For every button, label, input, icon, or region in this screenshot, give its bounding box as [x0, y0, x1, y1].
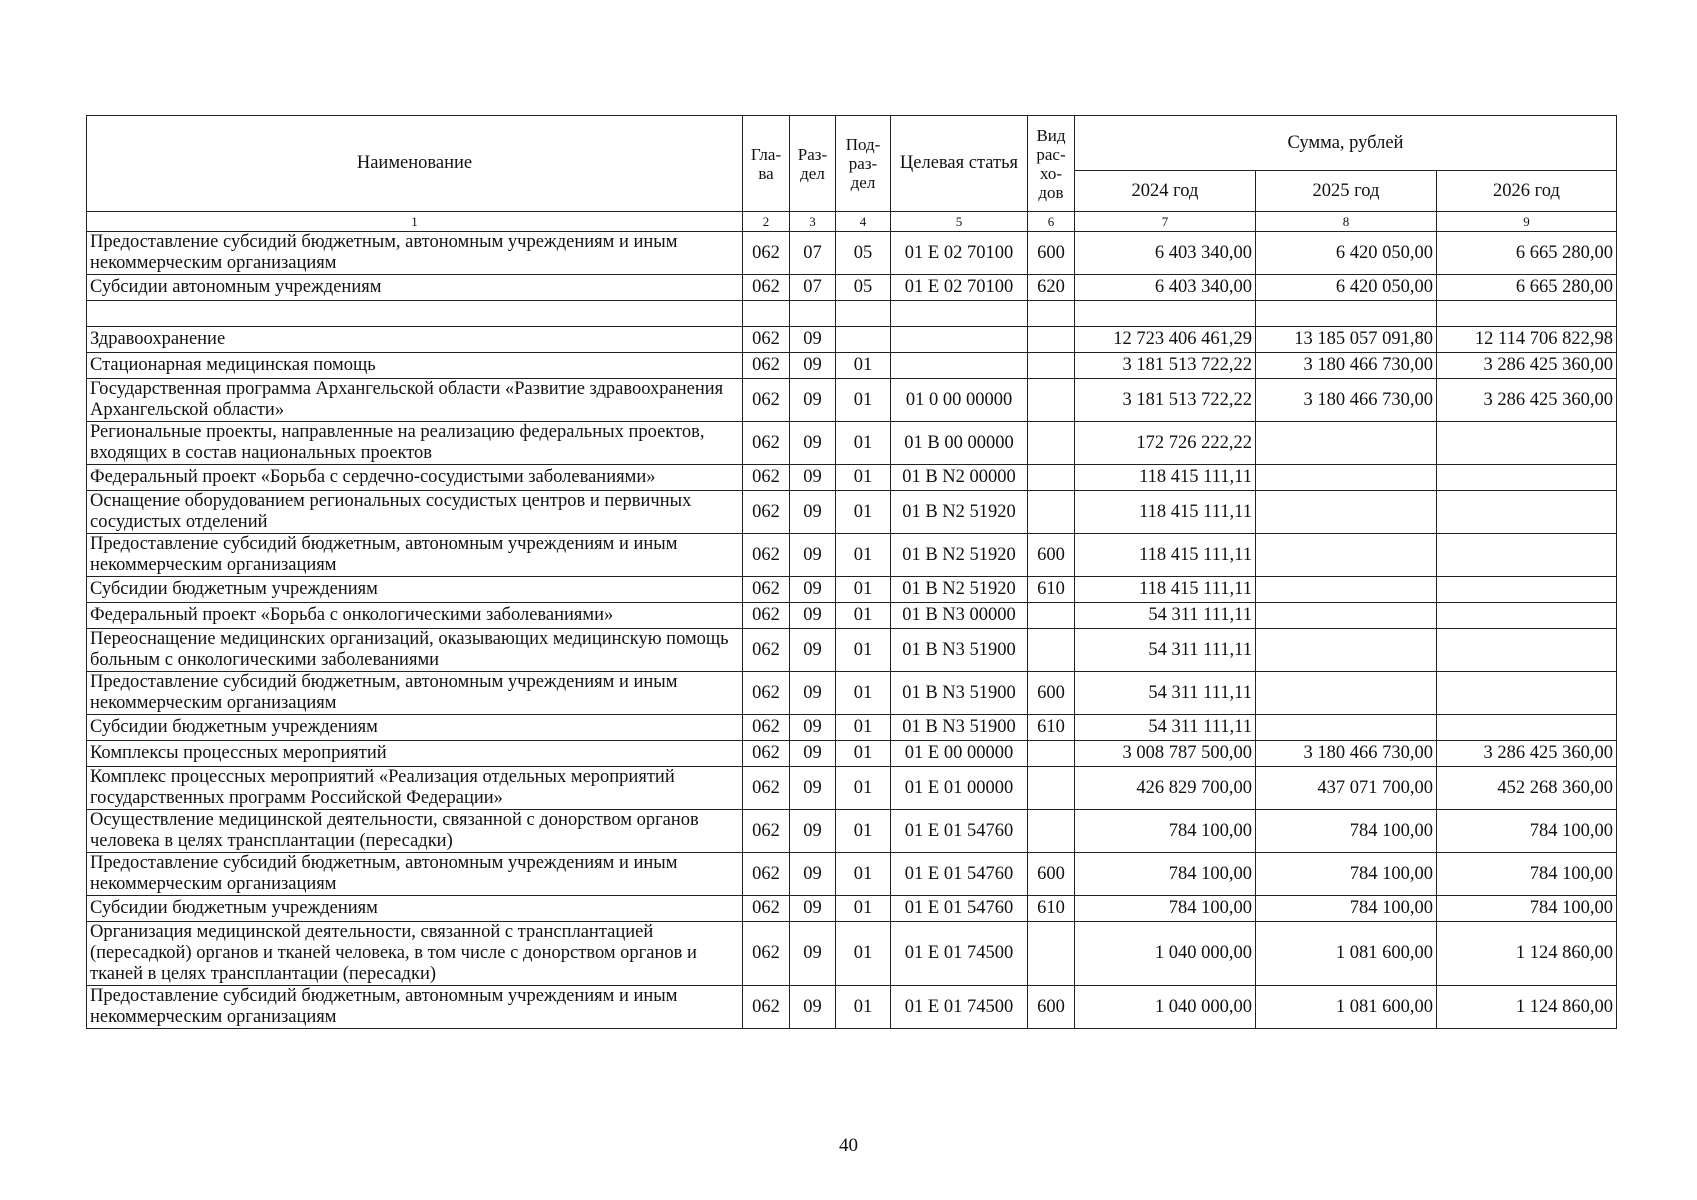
column-number: 1 — [87, 212, 743, 232]
cell-glava: 062 — [743, 275, 790, 301]
cell-vid-rashodov: 600 — [1028, 672, 1075, 715]
cell-podrazdel: 01 — [836, 534, 891, 577]
cell-razdel: 09 — [790, 465, 836, 491]
table-row — [87, 577, 1617, 603]
cell-vid-rashodov: 600 — [1028, 232, 1075, 275]
cell-vid-rashodov — [1028, 767, 1075, 810]
cell-glava: 062 — [743, 896, 790, 922]
cell-sum-2024: 784 100,00 — [1075, 896, 1256, 922]
cell-sum-2024: 1 040 000,00 — [1075, 922, 1256, 986]
row-name: Федеральный проект «Борьба с онкологическими заболеваниями» — [87, 603, 743, 629]
cell-celevaya-statya: 01 В N2 00000 — [891, 465, 1028, 491]
cell-glava: 062 — [743, 741, 790, 767]
header-podrazdel: Под-раз-дел — [836, 116, 891, 212]
cell-razdel: 09 — [790, 767, 836, 810]
cell-celevaya-statya: 01 Е 01 74500 — [891, 922, 1028, 986]
table-row — [87, 741, 1617, 767]
cell-vid-rashodov: 610 — [1028, 577, 1075, 603]
cell-celevaya-statya: 01 В N2 51920 — [891, 491, 1028, 534]
cell-vid-rashodov: 620 — [1028, 275, 1075, 301]
table-body — [87, 232, 1617, 1029]
row-name: Стационарная медицинская помощь — [87, 353, 743, 379]
cell-podrazdel: 05 — [836, 275, 891, 301]
cell-sum-2025 — [1256, 491, 1437, 534]
cell-sum-2026 — [1437, 422, 1617, 465]
cell-sum-2024: 118 415 111,11 — [1075, 577, 1256, 603]
row-name: Осуществление медицинской деятельности, связанной с донорством органов человека в целях трансплантации (пересадки) — [87, 810, 743, 853]
cell-sum-2025: 784 100,00 — [1256, 810, 1437, 853]
cell-razdel: 09 — [790, 922, 836, 986]
cell-sum-2024: 3 181 513 722,22 — [1075, 353, 1256, 379]
row-name: Комплекс процессных мероприятий «Реализация отдельных мероприятий государственных программ Российской Федерации» — [87, 767, 743, 810]
header-vid-rashodov: Вид рас-хо-дов — [1028, 116, 1075, 212]
cell-podrazdel: 01 — [836, 629, 891, 672]
row-name: Предоставление субсидий бюджетным, автономным учреждениям и иным некоммерческим организациям — [87, 853, 743, 896]
cell-razdel: 09 — [790, 379, 836, 422]
cell-celevaya-statya: 01 В N3 00000 — [891, 603, 1028, 629]
cell-sum-2024: 118 415 111,11 — [1075, 491, 1256, 534]
cell-razdel: 09 — [790, 853, 836, 896]
table-row — [87, 534, 1617, 577]
cell-podrazdel: 01 — [836, 715, 891, 741]
row-name: Государственная программа Архангельской области «Развитие здравоохранения Архангельской области» — [87, 379, 743, 422]
cell-vid-rashodov — [1028, 465, 1075, 491]
cell-sum-2026 — [1437, 465, 1617, 491]
cell-celevaya-statya: 01 В N2 51920 — [891, 577, 1028, 603]
header-celevaya-statya: Целевая статья — [891, 116, 1028, 212]
cell-razdel: 09 — [790, 327, 836, 353]
cell-razdel: 07 — [790, 275, 836, 301]
cell-razdel: 09 — [790, 534, 836, 577]
cell-glava: 062 — [743, 353, 790, 379]
cell-sum-2026 — [1437, 534, 1617, 577]
row-name: Оснащение оборудованием региональных сосудистых центров и первичных сосудистых отделений — [87, 491, 743, 534]
cell-sum-2026 — [1437, 715, 1617, 741]
cell-celevaya-statya: 01 Е 01 54760 — [891, 896, 1028, 922]
cell-vid-rashodov — [1028, 491, 1075, 534]
cell-vid-rashodov — [1028, 379, 1075, 422]
cell-glava: 062 — [743, 922, 790, 986]
cell-sum-2026: 1 124 860,00 — [1437, 922, 1617, 986]
cell-sum-2025 — [1256, 715, 1437, 741]
cell-glava — [743, 301, 790, 327]
cell-podrazdel: 01 — [836, 922, 891, 986]
cell-celevaya-statya — [891, 301, 1028, 327]
cell-celevaya-statya: 01 В N3 51900 — [891, 715, 1028, 741]
cell-podrazdel: 01 — [836, 986, 891, 1029]
cell-podrazdel: 01 — [836, 379, 891, 422]
header-name: Наименование — [87, 116, 743, 212]
cell-vid-rashodov — [1028, 353, 1075, 379]
cell-glava: 062 — [743, 810, 790, 853]
cell-sum-2024: 784 100,00 — [1075, 810, 1256, 853]
cell-sum-2024: 172 726 222,22 — [1075, 422, 1256, 465]
row-name: Федеральный проект «Борьба с сердечно-сосудистыми заболеваниями» — [87, 465, 743, 491]
table-row — [87, 232, 1617, 275]
cell-vid-rashodov: 600 — [1028, 853, 1075, 896]
cell-podrazdel: 01 — [836, 353, 891, 379]
row-name: Комплексы процессных мероприятий — [87, 741, 743, 767]
header-year-2024: 2024 год — [1075, 171, 1256, 212]
cell-razdel: 09 — [790, 896, 836, 922]
table-row — [87, 810, 1617, 853]
cell-sum-2025: 3 180 466 730,00 — [1256, 379, 1437, 422]
cell-razdel: 07 — [790, 232, 836, 275]
cell-vid-rashodov — [1028, 629, 1075, 672]
row-name: Предоставление субсидий бюджетным, автономным учреждениям и иным некоммерческим организациям — [87, 672, 743, 715]
cell-sum-2026 — [1437, 672, 1617, 715]
table-row — [87, 896, 1617, 922]
cell-glava: 062 — [743, 603, 790, 629]
cell-celevaya-statya: 01 В N3 51900 — [891, 672, 1028, 715]
cell-sum-2026: 3 286 425 360,00 — [1437, 379, 1617, 422]
cell-razdel: 09 — [790, 491, 836, 534]
table-row — [87, 715, 1617, 741]
table-row — [87, 986, 1617, 1029]
cell-vid-rashodov: 610 — [1028, 896, 1075, 922]
table-row — [87, 767, 1617, 810]
cell-vid-rashodov — [1028, 741, 1075, 767]
header-glava: Гла-ва — [743, 116, 790, 212]
cell-glava: 062 — [743, 491, 790, 534]
cell-celevaya-statya: 01 В N3 51900 — [891, 629, 1028, 672]
cell-vid-rashodov — [1028, 301, 1075, 327]
cell-podrazdel — [836, 327, 891, 353]
cell-celevaya-statya: 01 Е 02 70100 — [891, 275, 1028, 301]
cell-sum-2025: 1 081 600,00 — [1256, 986, 1437, 1029]
cell-sum-2024: 426 829 700,00 — [1075, 767, 1256, 810]
cell-vid-rashodov — [1028, 603, 1075, 629]
cell-sum-2025: 6 420 050,00 — [1256, 232, 1437, 275]
cell-razdel: 09 — [790, 810, 836, 853]
column-number: 2 — [743, 212, 790, 232]
column-number: 3 — [790, 212, 836, 232]
cell-podrazdel: 01 — [836, 810, 891, 853]
cell-glava: 062 — [743, 767, 790, 810]
cell-sum-2024: 3 008 787 500,00 — [1075, 741, 1256, 767]
cell-sum-2024 — [1075, 301, 1256, 327]
cell-razdel: 09 — [790, 741, 836, 767]
page-number: 40 — [839, 1135, 858, 1156]
cell-podrazdel — [836, 301, 891, 327]
cell-sum-2026 — [1437, 629, 1617, 672]
cell-celevaya-statya: 01 Е 00 00000 — [891, 741, 1028, 767]
cell-sum-2024: 6 403 340,00 — [1075, 232, 1256, 275]
table-row — [87, 672, 1617, 715]
cell-sum-2025: 437 071 700,00 — [1256, 767, 1437, 810]
row-name: Переоснащение медицинских организаций, оказывающих медицинскую помощь больным с онкологическими заболеваниями — [87, 629, 743, 672]
cell-sum-2026: 452 268 360,00 — [1437, 767, 1617, 810]
cell-vid-rashodov — [1028, 327, 1075, 353]
table-row — [87, 465, 1617, 491]
row-name: Субсидии автономным учреждениям — [87, 275, 743, 301]
cell-razdel: 09 — [790, 353, 836, 379]
cell-celevaya-statya: 01 Е 01 00000 — [891, 767, 1028, 810]
cell-glava: 062 — [743, 534, 790, 577]
column-number: 8 — [1256, 212, 1437, 232]
row-name: Субсидии бюджетным учреждениям — [87, 577, 743, 603]
cell-razdel: 09 — [790, 672, 836, 715]
cell-sum-2024: 118 415 111,11 — [1075, 465, 1256, 491]
cell-sum-2026 — [1437, 491, 1617, 534]
cell-sum-2026: 784 100,00 — [1437, 853, 1617, 896]
cell-sum-2026: 12 114 706 822,98 — [1437, 327, 1617, 353]
row-name — [87, 301, 743, 327]
cell-glava: 062 — [743, 629, 790, 672]
cell-sum-2025 — [1256, 672, 1437, 715]
cell-glava: 062 — [743, 715, 790, 741]
header-summa: Сумма, рублей — [1075, 116, 1617, 171]
cell-sum-2025 — [1256, 534, 1437, 577]
cell-sum-2026: 784 100,00 — [1437, 810, 1617, 853]
cell-glava: 062 — [743, 379, 790, 422]
table-row — [87, 353, 1617, 379]
cell-podrazdel: 01 — [836, 672, 891, 715]
cell-sum-2025 — [1256, 465, 1437, 491]
cell-celevaya-statya: 01 Е 01 54760 — [891, 810, 1028, 853]
cell-glava: 062 — [743, 422, 790, 465]
table-row — [87, 422, 1617, 465]
cell-podrazdel: 01 — [836, 767, 891, 810]
cell-vid-rashodov: 600 — [1028, 986, 1075, 1029]
cell-sum-2024: 6 403 340,00 — [1075, 275, 1256, 301]
cell-razdel: 09 — [790, 986, 836, 1029]
cell-podrazdel: 01 — [836, 491, 891, 534]
column-number: 6 — [1028, 212, 1075, 232]
cell-vid-rashodov — [1028, 810, 1075, 853]
cell-sum-2025: 6 420 050,00 — [1256, 275, 1437, 301]
cell-glava: 062 — [743, 672, 790, 715]
cell-sum-2026: 1 124 860,00 — [1437, 986, 1617, 1029]
cell-vid-rashodov: 610 — [1028, 715, 1075, 741]
budget-table — [86, 115, 1617, 1029]
cell-razdel: 09 — [790, 577, 836, 603]
table-row — [87, 327, 1617, 353]
cell-sum-2024: 54 311 111,11 — [1075, 715, 1256, 741]
row-name: Организация медицинской деятельности, связанной с трансплантацией (пересадкой) органов и тканей человека, в том числе с донорством органов и тканей в целях трансплантации (пересадки) — [87, 922, 743, 986]
table-row — [87, 853, 1617, 896]
cell-sum-2024: 54 311 111,11 — [1075, 603, 1256, 629]
cell-sum-2025 — [1256, 577, 1437, 603]
cell-sum-2024: 118 415 111,11 — [1075, 534, 1256, 577]
cell-glava: 062 — [743, 232, 790, 275]
cell-podrazdel: 01 — [836, 465, 891, 491]
cell-sum-2024: 54 311 111,11 — [1075, 672, 1256, 715]
cell-sum-2024: 3 181 513 722,22 — [1075, 379, 1256, 422]
cell-vid-rashodov: 600 — [1028, 534, 1075, 577]
cell-sum-2024: 784 100,00 — [1075, 853, 1256, 896]
cell-podrazdel: 05 — [836, 232, 891, 275]
cell-celevaya-statya: 01 Е 02 70100 — [891, 232, 1028, 275]
cell-sum-2026: 784 100,00 — [1437, 896, 1617, 922]
cell-sum-2024: 1 040 000,00 — [1075, 986, 1256, 1029]
column-number: 5 — [891, 212, 1028, 232]
table-row — [87, 379, 1617, 422]
header-year-2025: 2025 год — [1256, 171, 1437, 212]
cell-razdel: 09 — [790, 629, 836, 672]
row-name: Здравоохранение — [87, 327, 743, 353]
cell-sum-2025: 13 185 057 091,80 — [1256, 327, 1437, 353]
cell-celevaya-statya: 01 В 00 00000 — [891, 422, 1028, 465]
cell-sum-2026: 6 665 280,00 — [1437, 232, 1617, 275]
cell-podrazdel: 01 — [836, 741, 891, 767]
cell-razdel: 09 — [790, 603, 836, 629]
column-number: 9 — [1437, 212, 1617, 232]
cell-razdel — [790, 301, 836, 327]
row-name: Субсидии бюджетным учреждениям — [87, 896, 743, 922]
cell-sum-2025 — [1256, 603, 1437, 629]
cell-celevaya-statya: 01 Е 01 74500 — [891, 986, 1028, 1029]
cell-sum-2026 — [1437, 603, 1617, 629]
column-number: 7 — [1075, 212, 1256, 232]
cell-celevaya-statya — [891, 327, 1028, 353]
row-name: Предоставление субсидий бюджетным, автономным учреждениям и иным некоммерческим организациям — [87, 232, 743, 275]
table-row — [87, 603, 1617, 629]
cell-razdel: 09 — [790, 715, 836, 741]
cell-sum-2024: 12 723 406 461,29 — [1075, 327, 1256, 353]
cell-glava: 062 — [743, 853, 790, 896]
cell-sum-2025: 784 100,00 — [1256, 853, 1437, 896]
cell-sum-2025 — [1256, 629, 1437, 672]
cell-podrazdel: 01 — [836, 896, 891, 922]
cell-sum-2026: 6 665 280,00 — [1437, 275, 1617, 301]
header-razdel: Раз-дел — [790, 116, 836, 212]
cell-glava: 062 — [743, 327, 790, 353]
cell-sum-2025 — [1256, 301, 1437, 327]
cell-celevaya-statya — [891, 353, 1028, 379]
cell-sum-2026: 3 286 425 360,00 — [1437, 353, 1617, 379]
row-name: Предоставление субсидий бюджетным, автономным учреждениям и иным некоммерческим организациям — [87, 534, 743, 577]
row-name: Предоставление субсидий бюджетным, автономным учреждениям и иным некоммерческим организациям — [87, 986, 743, 1029]
row-name: Субсидии бюджетным учреждениям — [87, 715, 743, 741]
cell-sum-2025: 3 180 466 730,00 — [1256, 741, 1437, 767]
cell-sum-2025 — [1256, 422, 1437, 465]
cell-vid-rashodov — [1028, 922, 1075, 986]
cell-celevaya-statya: 01 0 00 00000 — [891, 379, 1028, 422]
cell-celevaya-statya: 01 Е 01 54760 — [891, 853, 1028, 896]
cell-podrazdel: 01 — [836, 422, 891, 465]
cell-glava: 062 — [743, 465, 790, 491]
table-row — [87, 922, 1617, 986]
cell-sum-2025: 1 081 600,00 — [1256, 922, 1437, 986]
cell-celevaya-statya: 01 В N2 51920 — [891, 534, 1028, 577]
table-row — [87, 491, 1617, 534]
cell-glava: 062 — [743, 986, 790, 1029]
column-number-row — [87, 212, 1617, 232]
table-row — [87, 275, 1617, 301]
cell-glava: 062 — [743, 577, 790, 603]
cell-razdel: 09 — [790, 422, 836, 465]
header-year-2026: 2026 год — [1437, 171, 1617, 212]
cell-sum-2026 — [1437, 577, 1617, 603]
row-name: Региональные проекты, направленные на реализацию федеральных проектов, входящих в состав национальных проектов — [87, 422, 743, 465]
cell-sum-2026 — [1437, 301, 1617, 327]
cell-podrazdel: 01 — [836, 853, 891, 896]
cell-sum-2024: 54 311 111,11 — [1075, 629, 1256, 672]
table-row — [87, 301, 1617, 327]
cell-podrazdel: 01 — [836, 603, 891, 629]
table-row — [87, 629, 1617, 672]
column-number: 4 — [836, 212, 891, 232]
cell-sum-2025: 784 100,00 — [1256, 896, 1437, 922]
cell-sum-2026: 3 286 425 360,00 — [1437, 741, 1617, 767]
cell-vid-rashodov — [1028, 422, 1075, 465]
cell-podrazdel: 01 — [836, 577, 891, 603]
cell-sum-2025: 3 180 466 730,00 — [1256, 353, 1437, 379]
